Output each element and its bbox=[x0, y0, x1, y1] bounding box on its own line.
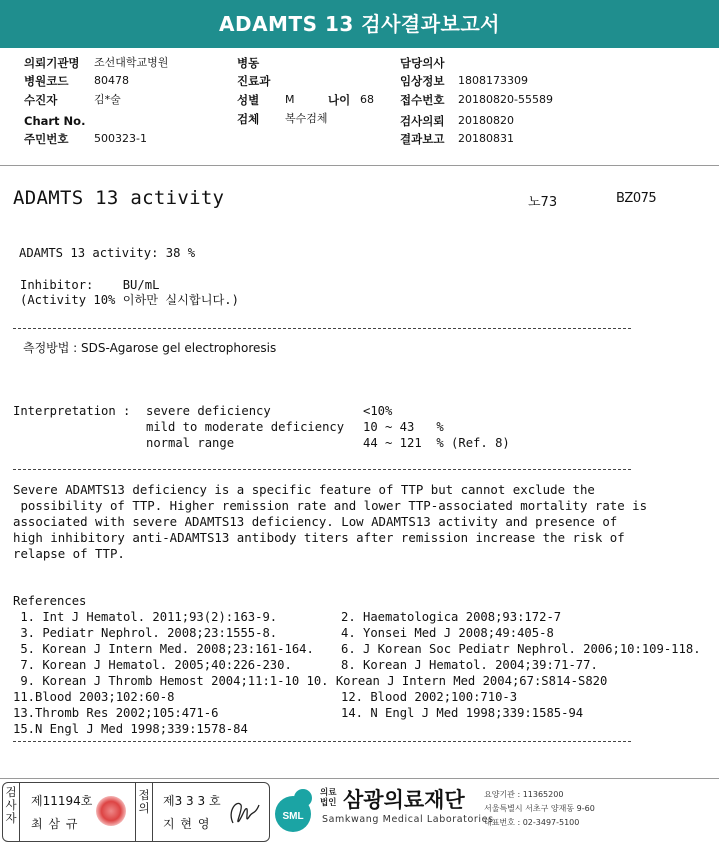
reference-right: 8. Korean J Hematol. 2004;39:71-77. bbox=[341, 658, 598, 672]
para-line: relapse of TTP. bbox=[13, 546, 125, 561]
resident-no-row: 주민번호 500323-1 bbox=[24, 132, 147, 146]
org-prefix: 의료법인 bbox=[320, 788, 337, 808]
method-text: 측정방법 : SDS-Agarose gel electrophoresis bbox=[23, 341, 277, 355]
interp-severe-name: severe deficiency bbox=[146, 404, 271, 418]
para-line: high inhibitory anti-ADAMTS13 antibody titers after remission increase the risk of bbox=[13, 530, 625, 545]
para-line: Severe ADAMTS13 deficiency is a specific feature of TTP but cannot exclude the bbox=[13, 482, 595, 497]
inhibitor-note: (Activity 10% 이하만 실시합니다.) bbox=[20, 293, 239, 307]
ward-row: 병동 bbox=[237, 56, 260, 70]
tester-name: 최 삼 규 bbox=[31, 817, 79, 831]
divider-3 bbox=[13, 741, 631, 742]
para-line: possibility of TTP. Higher remission rate and lower TTP-associated mortality rate is bbox=[13, 498, 648, 513]
signature-icon bbox=[225, 795, 263, 829]
divider-2 bbox=[13, 469, 631, 470]
interp-severe-range: <10% bbox=[363, 404, 393, 418]
hospital-code-row: 병원코드 80478 bbox=[24, 74, 129, 88]
tester-label: 검사자 bbox=[3, 783, 20, 841]
approver-label: 접의 bbox=[135, 783, 153, 841]
interp-mild-name: mild to moderate deficiency bbox=[146, 420, 345, 434]
receipt-no-row: 접수번호 20180820-55589 bbox=[400, 93, 553, 107]
tester-seal bbox=[96, 796, 126, 826]
org-info-3: 대표번호 : 02-3497-5100 bbox=[484, 818, 580, 827]
specimen-row: 검체 복수검체 bbox=[237, 112, 328, 126]
request-date-row: 검사의뢰 20180820 bbox=[400, 114, 514, 128]
reference-left: 11.Blood 2003;102:60-8 bbox=[13, 690, 175, 704]
age-row: 나이 68 bbox=[328, 93, 374, 107]
para-line: associated with severe ADAMTS13 deficiency. Low ADAMTS13 activity and presence of bbox=[13, 514, 618, 529]
references-title: References bbox=[13, 594, 87, 608]
reference-left: 15.N Engl J Med 1998;339:1578-84 bbox=[13, 722, 248, 736]
divider-1 bbox=[13, 328, 631, 329]
tester-id: 제11194호 bbox=[31, 794, 93, 808]
signature-box bbox=[2, 782, 270, 842]
patient-name-row: 수진자 김*술 bbox=[24, 93, 121, 107]
logo-text: SML bbox=[282, 811, 304, 822]
code-2: BZ075 bbox=[616, 191, 657, 206]
reference-right: 4. Yonsei Med J 2008;49:405-8 bbox=[341, 626, 554, 640]
inhibitor-result: Inhibitor: BU/mL bbox=[20, 278, 160, 292]
reference-left: 1. Int J Hematol. 2011;93(2):163-9. bbox=[13, 610, 278, 624]
org-info-2: 서울특별시 서초구 양재동 9-60 bbox=[484, 804, 595, 813]
reference-left: 9. Korean J Thromb Hemost 2004;11:1-10 10. Korean J Intern Med 2004;67:S814-S820 bbox=[13, 674, 608, 688]
test-title: ADAMTS 13 activity bbox=[13, 187, 225, 209]
approver-id: 제3 3 3 호 bbox=[163, 794, 221, 808]
reference-left: 13.Thromb Res 2002;105:471-6 bbox=[13, 706, 219, 720]
sml-logo-icon bbox=[272, 786, 318, 834]
reference-right: 6. J Korean Soc Pediatr Nephrol. 2006;10:109-118. bbox=[341, 642, 701, 656]
clinical-info-row: 임상정보 1808173309 bbox=[400, 74, 528, 88]
doctor-row: 담당의사 bbox=[400, 56, 445, 70]
patient-info bbox=[0, 48, 719, 166]
reference-right: 14. N Engl J Med 1998;339:1585-94 bbox=[341, 706, 584, 720]
interp-normal-name: normal range bbox=[146, 436, 235, 450]
agency-row: 의뢰기관명 조선대학교병원 bbox=[24, 56, 169, 70]
sex-row: 성별 M bbox=[237, 93, 295, 107]
reference-left: 3. Pediatr Nephrol. 2008;23:1555-8. bbox=[13, 626, 278, 640]
footer-divider bbox=[0, 778, 719, 779]
footer bbox=[0, 782, 719, 848]
reference-left: 7. Korean J Hematol. 2005;40:226-230. bbox=[13, 658, 292, 672]
org-english: Samkwang Medical Laboratories bbox=[322, 814, 494, 825]
org-info-1: 요양기관 : 11365200 bbox=[484, 790, 564, 799]
reference-right: 2. Haematologica 2008;93:172-7 bbox=[341, 610, 562, 624]
report-date-row: 결과보고 20180831 bbox=[400, 132, 514, 146]
department-row: 진료과 bbox=[237, 74, 271, 88]
activity-result: ADAMTS 13 activity: 38 % bbox=[19, 246, 196, 260]
reference-right: 12. Blood 2002;100:710-3 bbox=[341, 690, 518, 704]
interp-mild-range: 10 ~ 43 % bbox=[363, 420, 444, 434]
report-header-title: ADAMTS 13 검사결과보고서 bbox=[0, 0, 719, 48]
code-1: 노73 bbox=[528, 195, 558, 210]
approver-name: 지 현 영 bbox=[163, 817, 211, 831]
interp-normal-range: 44 ~ 121 % (Ref. 8) bbox=[363, 436, 510, 450]
info-divider bbox=[0, 165, 719, 166]
interpretation-label: Interpretation : bbox=[13, 404, 131, 418]
reference-left: 5. Korean J Intern Med. 2008;23:161-164. bbox=[13, 642, 314, 656]
chart-no-row: Chart No. bbox=[24, 114, 86, 128]
org-name: 삼광의료재단 bbox=[343, 788, 465, 812]
